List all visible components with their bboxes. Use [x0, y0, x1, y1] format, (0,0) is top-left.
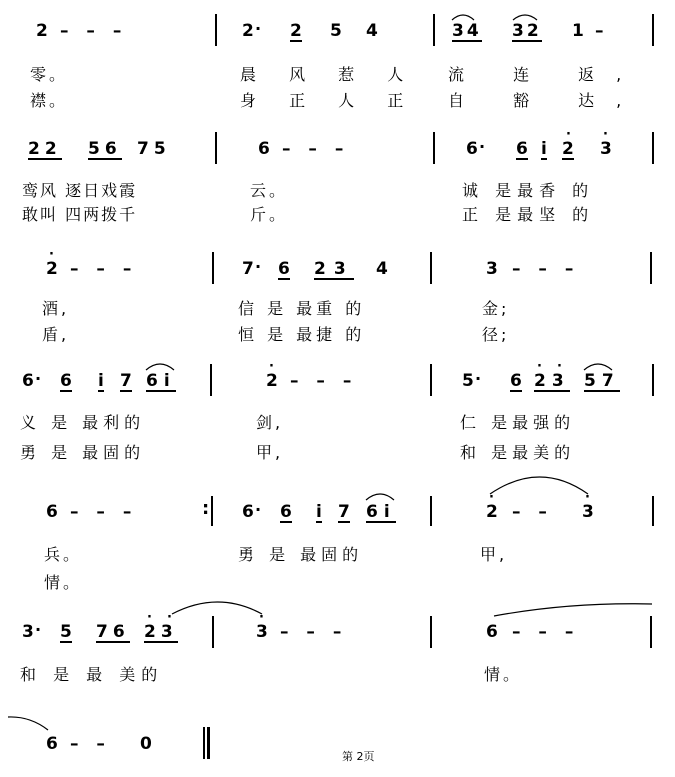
note: 75 [137, 139, 171, 159]
barline [430, 364, 432, 396]
note: 4 [376, 259, 388, 279]
note: 7 [242, 259, 254, 279]
note: 2 [486, 502, 498, 522]
lyric: 晨 风 惹 人 [240, 65, 418, 84]
note: 6 [486, 622, 498, 642]
dash: – – – [280, 622, 348, 642]
note: 6 [60, 371, 72, 391]
lyric: 诚 是最香 的 [462, 181, 595, 200]
barline [212, 616, 214, 648]
lyric: 流 连 返, [448, 65, 644, 84]
aug-dot: · [255, 500, 262, 519]
lyric: 盾, [42, 325, 70, 344]
note: 3 [256, 622, 268, 642]
lyric: 云。 [250, 181, 289, 200]
note: 56 [88, 139, 122, 159]
dash: – – – [290, 371, 358, 391]
dash: – – [70, 734, 111, 754]
barline [430, 252, 432, 284]
note: 32 [512, 21, 542, 41]
barline [430, 616, 432, 648]
final-barline-thin [203, 727, 205, 759]
page-number: 第 2页 [342, 750, 375, 763]
note: 7 [338, 502, 350, 522]
lyric: 仁 是最强的 [460, 413, 576, 432]
note: 6 [242, 502, 254, 522]
lyric: 径; [482, 325, 510, 344]
rest: 0 [140, 734, 152, 754]
dash: – – – [70, 259, 138, 279]
note: 2 [290, 21, 302, 41]
note: 57 [584, 371, 620, 391]
aug-dot: · [35, 369, 42, 388]
note: 6 [278, 259, 290, 279]
dash: – [595, 21, 604, 41]
lyric: 勇 是 最固的 [238, 545, 364, 564]
lyric: 信 是 最重 的 [238, 299, 366, 318]
lyric: 敢叫 四两拨千 [22, 205, 138, 224]
note: 6 [516, 139, 528, 159]
note: 5 [330, 21, 342, 41]
note: 2 [36, 21, 48, 41]
note: 6 [280, 502, 292, 522]
note: 6 [22, 371, 34, 391]
high-dot: · [585, 490, 590, 505]
note: 76 [96, 622, 130, 642]
barline [210, 364, 212, 396]
note: 3 [600, 139, 612, 159]
barline [652, 14, 654, 46]
note: 3 [582, 502, 594, 522]
lyric: 恒 是 最捷 的 [238, 325, 366, 344]
note: 6i [366, 502, 396, 522]
lyric: 义 是 最利的 [20, 413, 146, 432]
lyric: 金; [482, 299, 510, 318]
repeat-barline [211, 496, 213, 526]
barline [652, 364, 654, 396]
note: 23 [534, 371, 570, 391]
aug-dot: · [479, 137, 486, 156]
dash: – – – [512, 259, 580, 279]
high-dot: · [167, 610, 172, 625]
barline [433, 14, 435, 46]
aug-dot: · [475, 369, 482, 388]
note: 23 [314, 259, 354, 279]
high-dot: · [566, 127, 571, 142]
note: 5 [462, 371, 474, 391]
lyric: 身 正 人 正 [240, 91, 418, 110]
high-dot: · [259, 610, 264, 625]
dash: – – – [70, 502, 138, 522]
note: 4 [366, 21, 378, 41]
note: 22 [28, 139, 62, 159]
dash: – – [512, 502, 553, 522]
high-dot: · [489, 490, 494, 505]
note: 6 [46, 734, 58, 754]
note: 6 [46, 502, 58, 522]
note: 2 [562, 139, 574, 159]
dash: – – – [512, 622, 580, 642]
lyric: 正 是最坚 的 [462, 205, 595, 224]
barline [430, 496, 432, 526]
high-dot: · [49, 247, 54, 262]
note: 1 [572, 21, 584, 41]
note: i [316, 502, 322, 522]
lyric: 剑, [256, 413, 284, 432]
high-dot: · [603, 127, 608, 142]
note: 6 [258, 139, 270, 159]
note: i [541, 139, 547, 159]
note: 2 [46, 259, 58, 279]
note: 23 [144, 622, 178, 642]
barline [650, 252, 652, 284]
high-dot: · [269, 359, 274, 374]
aug-dot: · [255, 19, 262, 38]
lyric: 自 豁 达, [448, 91, 644, 110]
note: 2 [242, 21, 254, 41]
lyric: 甲, [480, 545, 508, 564]
lyric: 斤。 [250, 205, 289, 224]
barline [212, 252, 214, 284]
high-dot: · [147, 610, 152, 625]
lyric: 和 是最美的 [460, 443, 576, 462]
note: 5 [60, 622, 72, 642]
lyric: 情。 [484, 665, 523, 684]
lyric: 甲, [256, 443, 284, 462]
note: 2 [266, 371, 278, 391]
note: 6i [146, 371, 176, 391]
high-dot: · [537, 359, 542, 374]
lyric: 零。 [30, 65, 69, 84]
lyric: 襟。 [30, 91, 69, 110]
note: 34 [452, 21, 482, 41]
aug-dot: · [35, 620, 42, 639]
dash: – – – [282, 139, 350, 159]
barline [652, 132, 654, 164]
note: 6 [510, 371, 522, 391]
note: i [98, 371, 104, 391]
repeat-dots: : [202, 498, 210, 519]
note: 3 [486, 259, 498, 279]
high-dot: · [557, 359, 562, 374]
dash: – – – [60, 21, 128, 41]
note: 3 [22, 622, 34, 642]
lyric: 兵。 [44, 545, 83, 564]
barline [433, 132, 435, 164]
lyric: 情。 [44, 573, 83, 592]
barline [215, 132, 217, 164]
lyric: 鸾风 逐日戏霞 [22, 181, 138, 200]
barline [652, 496, 654, 526]
note: 7 [120, 371, 132, 391]
lyric: 勇 是 最固的 [20, 443, 146, 462]
barline [650, 616, 652, 648]
barline [215, 14, 217, 46]
lyric: 酒, [42, 299, 70, 318]
aug-dot: · [255, 257, 262, 276]
final-barline-thick [207, 727, 210, 759]
lyric: 和 是 最 美的 [20, 665, 164, 684]
note: 6 [466, 139, 478, 159]
